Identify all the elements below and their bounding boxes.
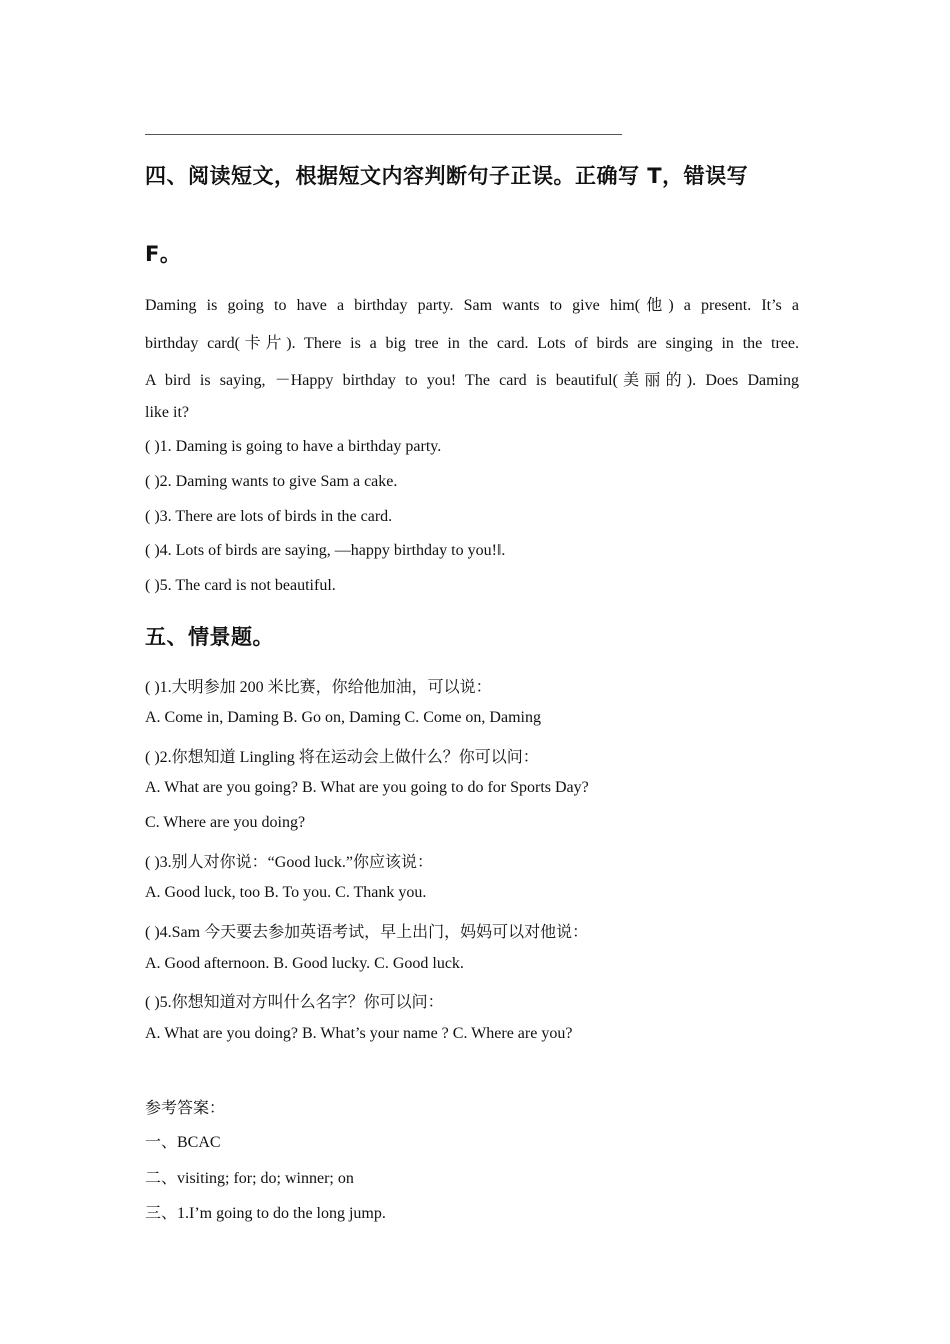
tf-question-2: ( )2. Daming wants to give Sam a cake. xyxy=(145,473,398,490)
scenario-question-2: ( )2.你想知道 Lingling 将在运动会上做什么？你可以问： xyxy=(145,749,539,766)
passage-line-1: Daming is going to have a birthday party. Sam wants to give him(他) a present. It’s a xyxy=(145,297,799,314)
answers-title: 参考答案： xyxy=(145,1100,226,1117)
scenario-options-1: A. Come in, Daming B. Go on, Daming C. Come on, Daming xyxy=(145,709,541,726)
answer-line-1: 一、BCAC xyxy=(145,1134,221,1151)
scenario-options-2-cont: C. Where are you doing? xyxy=(145,814,306,831)
tf-question-1: ( )1. Daming is going to have a birthday party. xyxy=(145,438,442,455)
tf-question-5: ( )5. The card is not beautiful. xyxy=(145,577,336,594)
scenario-options-4: A. Good afternoon. B. Good lucky. C. Good luck. xyxy=(145,955,464,972)
passage-line-3: A bird is saying, －Happy birthday to you! The card is beautiful(美丽的). Does Daming xyxy=(145,372,799,389)
section4-title-line1: 四、阅读短文，根据短文内容判断句子正误。正确写 T，错误写 xyxy=(145,164,749,188)
scenario-options-5: A. What are you doing? B. What’s your name ? C. Where are you? xyxy=(145,1025,573,1042)
tf-question-4: ( )4. Lots of birds are saying, ―happy birthday to you!‖. xyxy=(145,542,506,559)
scenario-question-5: ( )5.你想知道对方叫什么名字？你可以问： xyxy=(145,994,444,1011)
answer-line-3: 三、1.I’m going to do the long jump. xyxy=(145,1205,386,1222)
scenario-options-3: A. Good luck, too B. To you. C. Thank you. xyxy=(145,884,427,901)
section4-title-line2: F。 xyxy=(145,242,182,266)
scenario-question-3: ( )3.别人对你说：“Good luck.”你应该说： xyxy=(145,854,433,871)
passage-line-2: birthday card(卡片). There is a big tree in the card. Lots of birds are singing in the tree. xyxy=(145,335,799,352)
scenario-question-1: ( )1.大明参加 200 米比赛，你给他加油，可以说： xyxy=(145,679,492,696)
section5-title: 五、情景题。 xyxy=(145,625,274,649)
tf-question-3: ( )3. There are lots of birds in the card. xyxy=(145,508,393,525)
answer-line-2: 二、visiting; for; do; winner; on xyxy=(145,1170,354,1187)
scenario-question-4: ( )4.Sam 今天要去参加英语考试，早上出门，妈妈可以对他说： xyxy=(145,924,589,941)
scenario-options-2: A. What are you going? B. What are you going to do for Sports Day? xyxy=(145,779,589,796)
passage-line-4: like it? xyxy=(145,404,189,421)
separator-line xyxy=(145,134,622,135)
